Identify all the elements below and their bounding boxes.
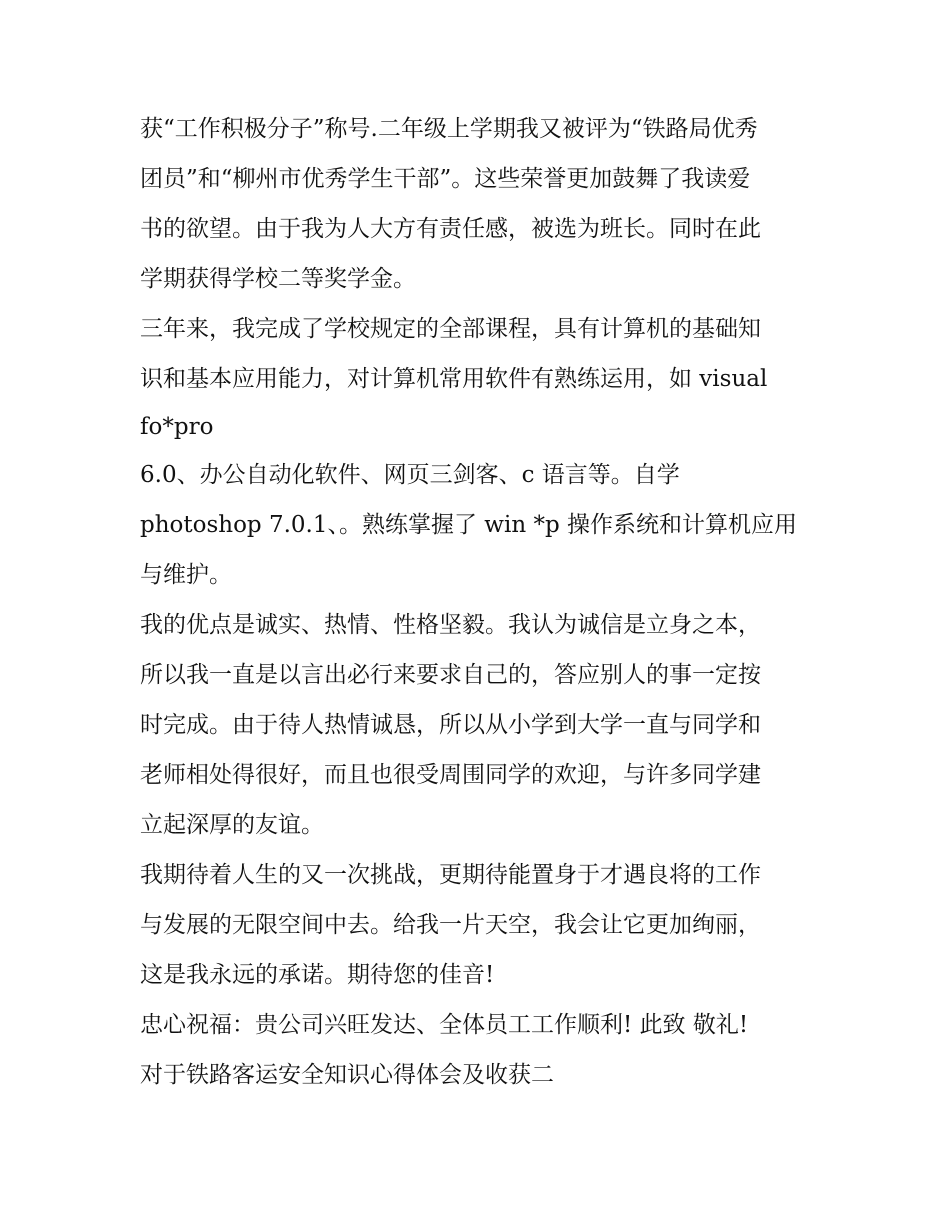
- text-line-7: fo*pro: [140, 414, 214, 440]
- text-line-15: 立起深厚的友谊。: [140, 812, 324, 838]
- text-line-14: 老师相处得很好，而且也很受周围同学的欢迎，与许多同学建: [140, 762, 761, 788]
- text-line-13: 时完成。由于待人热情诚恳，所以从小学到大学一直与同学和: [140, 712, 761, 738]
- text-line-18: 这是我永远的承诺。期待您的佳音!: [140, 962, 495, 988]
- text-line-4: 学期获得学校二等奖学金。: [140, 266, 416, 292]
- text-line-11: 我的优点是诚实、热情、性格坚毅。我认为诚信是立身之本，: [140, 612, 761, 638]
- text-line-20: 对于铁路客运安全知识心得体会及收获二: [140, 1062, 554, 1088]
- text-line-6: 识和基本应用能力，对计算机常用软件有熟练运用，如 visual: [140, 366, 768, 392]
- text-line-1: 获“工作积极分子”称号.二年级上学期我又被评为“铁路局优秀: [140, 116, 758, 142]
- document-body: [140, 104, 820, 1100]
- text-line-16: 我期待着人生的又一次挑战，更期待能置身于才遇良将的工作: [140, 862, 761, 888]
- text-line-10: 与维护。: [140, 562, 232, 588]
- text-line-5: 三年来，我完成了学校规定的全部课程，具有计算机的基础知: [140, 316, 761, 342]
- text-line-8: 6.0、办公自动化软件、网页三剑客、c 语言等。自学: [140, 462, 680, 488]
- text-line-19: 忠心祝福：贵公司兴旺发达、全体员工工作顺利! 此致 敬礼!: [140, 1012, 749, 1038]
- text-line-2: 团员”和“柳州市优秀学生干部”。这些荣誉更加鼓舞了我读爱: [140, 166, 751, 192]
- text-line-17: 与发展的无限空间中去。给我一片天空，我会让它更加绚丽，: [140, 912, 761, 938]
- text-line-3: 书的欲望。由于我为人大方有责任感，被选为班长。同时在此: [140, 216, 761, 242]
- text-line-12: 所以我一直是以言出必行来要求自己的，答应别人的事一定按: [140, 662, 761, 688]
- text-line-9: photoshop 7.0.1、。熟练掌握了 win *p 操作系统和计算机应用: [140, 512, 798, 538]
